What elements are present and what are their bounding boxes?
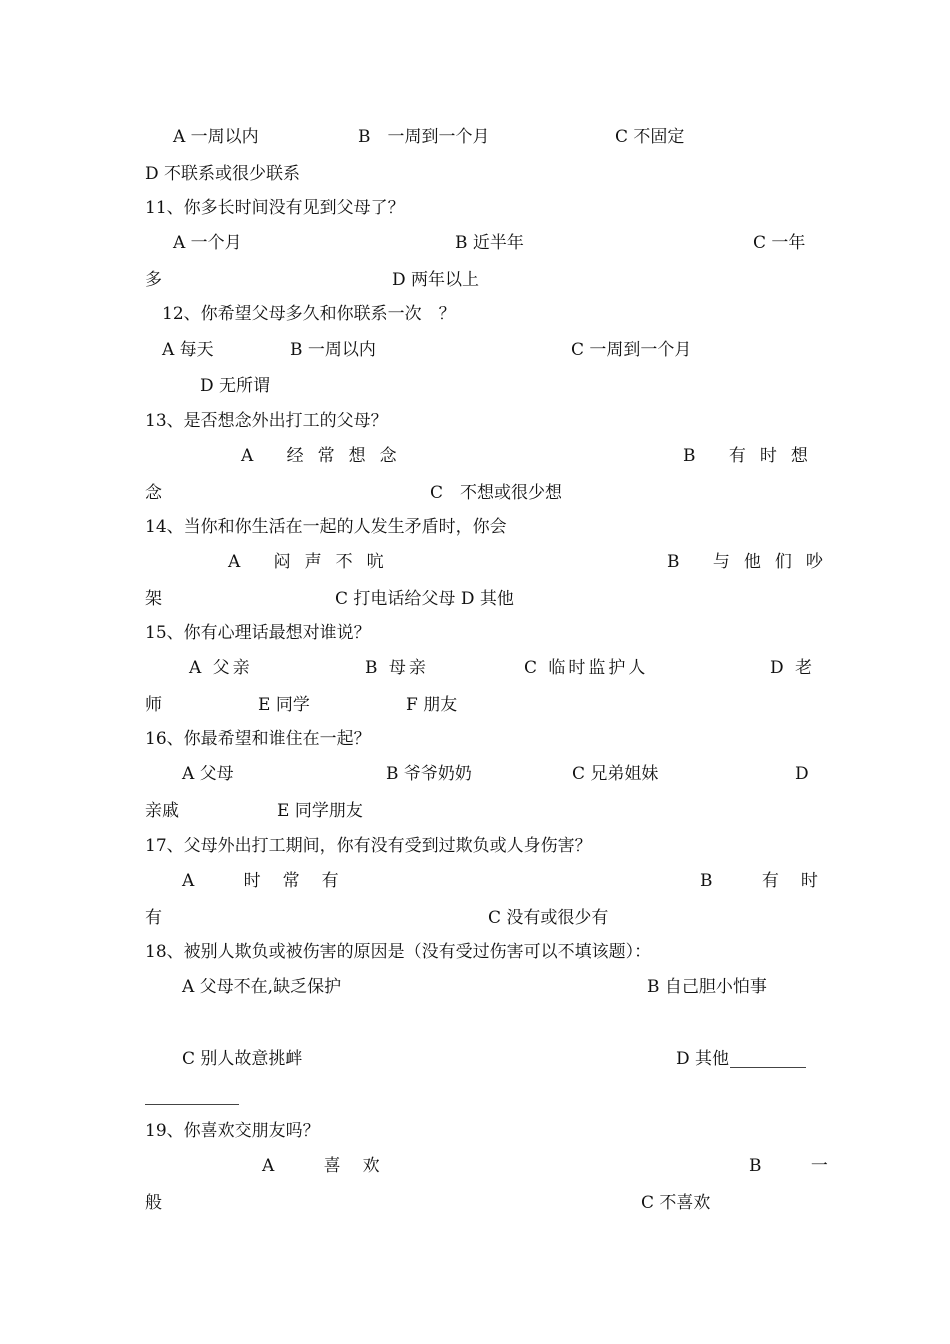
q11-question: 11、你多长时间没有见到父母了？ <box>145 198 405 218</box>
q18-question: 18、被别人欺负或被伤害的原因是（没有受过伤害可以不填该题）： <box>145 942 652 962</box>
q19-question: 19、你喜欢交朋友吗？ <box>145 1121 320 1141</box>
q11-option-b: B 近半年 <box>455 233 524 253</box>
q15-option-a: A 父亲 <box>189 658 253 678</box>
q17-option-b: B 有时 <box>700 871 840 891</box>
q16-question: 16、你最希望和谁住在一起？ <box>145 729 371 749</box>
q18-option-b: B 自己胆小怕事 <box>647 977 767 997</box>
q15-option-b: B 母亲 <box>365 658 429 678</box>
q10-option-a: A 一周以内 <box>173 127 259 147</box>
q14-option-a: A 闷声不吭 <box>228 552 398 572</box>
q17-option-c: C 没有或很少有 <box>488 908 609 928</box>
q16-option-a: A 父母 <box>182 764 234 784</box>
q12-option-d: D 无所谓 <box>200 376 271 396</box>
q11-option-d: D 两年以上 <box>392 270 480 290</box>
q13-option-a: A 经常想念 <box>241 446 411 466</box>
q18-blank-line-continued <box>145 1104 239 1105</box>
q11-option-c-wrap: 多 <box>145 270 162 290</box>
q16-option-d: D <box>795 764 809 784</box>
q11-option-a: A 一个月 <box>173 233 242 253</box>
q16-option-e: E 同学朋友 <box>277 801 363 821</box>
q18-option-a: A 父母不在,缺乏保护 <box>182 977 342 997</box>
q10-option-b: B 一周到一个月 <box>358 127 490 147</box>
q15-option-d-wrap: 师 <box>145 695 162 715</box>
q18-option-c: C 别人故意挑衅 <box>182 1049 303 1069</box>
q18-blank-line <box>730 1067 806 1068</box>
q17-question: 17、父母外出打工期间，你有没有受到过欺负或人身伤害？ <box>145 836 592 856</box>
q13-option-c: C 不想或很少想 <box>430 483 563 503</box>
q19-option-c: C 不喜欢 <box>641 1193 711 1213</box>
q10-option-c: C 不固定 <box>615 127 685 147</box>
q14-question: 14、当你和你生活在一起的人发生矛盾时，你会 <box>145 517 507 537</box>
q16-option-c: C 兄弟姐妹 <box>572 764 659 784</box>
q15-option-d: D 老 <box>770 658 816 678</box>
q11-option-c: C 一年 <box>753 233 806 253</box>
q18-option-d: D 其他 <box>676 1049 730 1069</box>
q13-option-b-wrap: 念 <box>145 483 162 503</box>
q19-option-a: A 喜欢 <box>262 1156 402 1176</box>
q19-option-b: B 一 <box>749 1156 850 1176</box>
q15-option-f: F 朋友 <box>406 695 458 715</box>
q19-option-b-wrap: 般 <box>145 1193 162 1213</box>
q15-option-e: E 同学 <box>258 695 310 715</box>
q13-option-b: B 有时想 <box>683 446 822 466</box>
q14-option-b-wrap: 架 <box>145 589 162 609</box>
q12-option-a: A 每天 <box>162 340 214 360</box>
q12-question: 12、你希望父母多久和你联系一次 ？ <box>162 304 456 324</box>
q17-option-a: A 时常有 <box>182 871 361 891</box>
q16-option-d-wrap: 亲戚 <box>145 801 179 821</box>
q15-option-c: C 临时监护人 <box>524 658 649 678</box>
q13-question: 13、是否想念外出打工的父母？ <box>145 411 388 431</box>
q15-question: 15、你有心理话最想对谁说？ <box>145 623 371 643</box>
q10-option-d: D 不联系或很少联系 <box>145 164 301 184</box>
q17-option-b-wrap: 有 <box>145 908 162 928</box>
q12-option-b: B 一周以内 <box>290 340 376 360</box>
q14-option-cd: C 打电话给父母 D 其他 <box>335 589 514 609</box>
q12-option-c: C 一周到一个月 <box>571 340 692 360</box>
q14-option-b: B 与他们吵 <box>667 552 837 572</box>
q16-option-b: B 爷爷奶奶 <box>386 764 472 784</box>
